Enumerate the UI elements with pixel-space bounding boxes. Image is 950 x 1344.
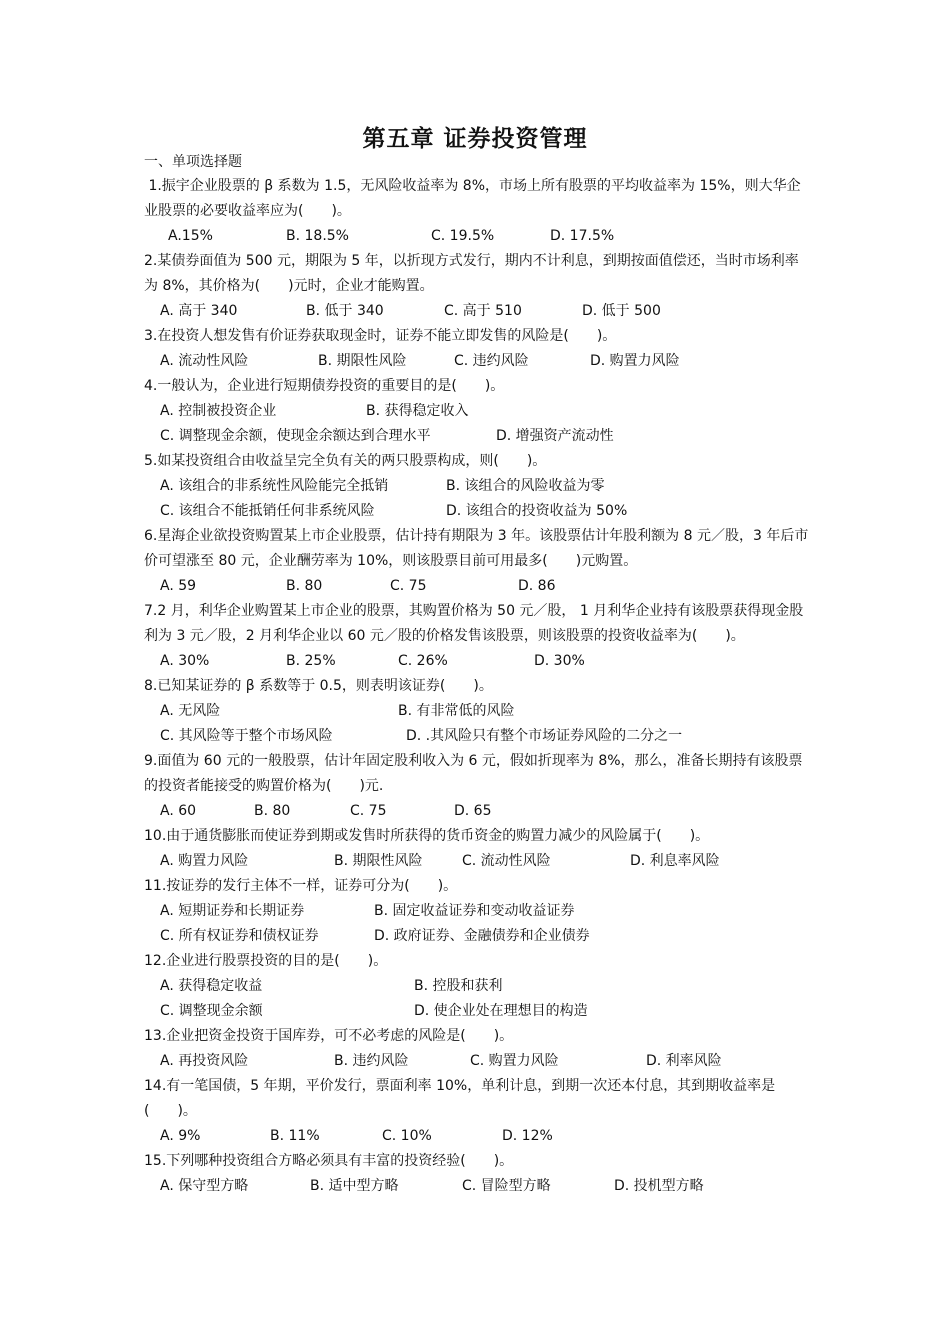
question-stem: 9.面值为 60 元的一般股票，估计年固定股利收入为 6 元，假如折现率为 8%，那么，准备长期持有该股票的投资者能接受的购置价格为( )元. — [144, 753, 803, 794]
question-12 — [144, 949, 812, 1024]
question-3 — [144, 324, 812, 374]
question-list — [144, 174, 812, 1199]
option-row — [144, 499, 812, 524]
option-d: D. 投机型方略 — [614, 1178, 704, 1194]
option-b: B. 获得稳定收入 — [366, 403, 469, 419]
option-a: A. 高于 340 — [160, 303, 238, 319]
question-stem: 7.2 月，利华企业购置某上市企业的股票，其购置价格为 50 元／股， 1 月利华企业持有该股票获得现金股利为 3 元／股，2 月利华企业以 60 元／股的价格发售该股票，则该股票的投资收益率为( )。 — [144, 603, 804, 644]
option-row — [144, 849, 812, 874]
option-d: D. 购置力风险 — [590, 353, 680, 369]
option-c: C. 26% — [398, 653, 448, 669]
option-row — [144, 224, 812, 249]
page-title: 第五章 证券投资管理 — [362, 125, 588, 152]
option-row — [144, 399, 812, 424]
option-d: D. 低于 500 — [582, 303, 661, 319]
question-13 — [144, 1024, 812, 1074]
question-stem: 10.由于通货膨胀而使证券到期或发售时所获得的货币资金的购置力减少的风险属于( )。 — [144, 828, 710, 844]
option-b: B. 80 — [286, 578, 323, 594]
question-9 — [144, 749, 812, 824]
option-row — [144, 474, 812, 499]
option-b: B. 80 — [254, 803, 291, 819]
question-4 — [144, 374, 812, 449]
question-stem: 13.企业把资金投资于国库券，可不必考虑的风险是( )。 — [144, 1028, 514, 1044]
question-stem: 2.某债券面值为 500 元，期限为 5 年，以折现方式发行，期内不计利息，到期按面值偿还，当时市场利率为 8%，其价格为( )元时，企业才能购置。 — [144, 253, 799, 294]
option-d: D. 该组合的投资收益为 50% — [446, 503, 628, 519]
question-stem: 11.按证券的发行主体不一样，证券可分为( )。 — [144, 878, 458, 894]
option-row — [144, 574, 812, 599]
question-6 — [144, 524, 812, 599]
option-b: B. 期限性风险 — [318, 353, 407, 369]
option-row — [144, 649, 812, 674]
option-row — [144, 1049, 812, 1074]
section-heading: 一、单项选择题 — [144, 154, 242, 170]
question-2 — [144, 249, 812, 324]
option-a: A. 9% — [160, 1128, 201, 1144]
option-b: B. 18.5% — [286, 228, 349, 244]
option-d: D. 17.5% — [550, 228, 615, 244]
option-row — [144, 799, 812, 824]
question-stem: 8.已知某证券的 β 系数等于 0.5，则表明该证券( )。 — [144, 678, 493, 694]
option-c: C. 10% — [382, 1128, 432, 1144]
option-b: B. 违约风险 — [334, 1053, 409, 1069]
option-d: D. 利息率风险 — [630, 853, 720, 869]
option-d: D. 30% — [534, 653, 585, 669]
option-b: B. 11% — [270, 1128, 320, 1144]
option-c: C. 流动性风险 — [462, 853, 551, 869]
option-row — [144, 299, 812, 324]
option-b: B. 适中型方略 — [310, 1178, 399, 1194]
option-c: C. 高于 510 — [444, 303, 522, 319]
option-b: B. 低于 340 — [306, 303, 384, 319]
option-c: C. 调整现金余额，使现金余额达到合理水平 — [160, 428, 431, 444]
option-a: A. 购置力风险 — [160, 853, 249, 869]
option-d: D. 65 — [454, 803, 492, 819]
option-c: C. 75 — [390, 578, 427, 594]
option-d: D. 政府证券、金融债券和企业债券 — [374, 928, 590, 944]
option-a: A. 无风险 — [160, 703, 221, 719]
option-b: B. 控股和获利 — [414, 978, 503, 994]
question-stem: 3.在投资人想发售有价证券获取现金时，证券不能立即发售的风险是( )。 — [144, 328, 617, 344]
question-8 — [144, 674, 812, 749]
question-10 — [144, 824, 812, 874]
option-c: C. 购置力风险 — [470, 1053, 559, 1069]
option-a: A. 该组合的非系统性风险能完全抵销 — [160, 478, 389, 494]
option-b: B. 有非常低的风险 — [398, 703, 515, 719]
question-stem: 14.有一笔国债，5 年期，平价发行，票面利率 10%，单利计息，到期一次还本付息，其到期收益率是( )。 — [144, 1078, 776, 1119]
option-row — [144, 724, 812, 749]
option-row — [144, 699, 812, 724]
option-b: B. 固定收益证券和变动收益证券 — [374, 903, 575, 919]
question-11 — [144, 874, 812, 949]
option-row — [144, 999, 812, 1024]
question-7 — [144, 599, 812, 674]
question-stem: 1.振宇企业股票的 β 系数为 1.5，无风险收益率为 8%，市场上所有股票的平均收益率为 15%，则大华企业股票的必要收益率应为( )。 — [144, 178, 801, 219]
question-stem: 4.一般认为，企业进行短期债券投资的重要目的是( )。 — [144, 378, 505, 394]
option-c: C. 调整现金余额 — [160, 1003, 263, 1019]
option-c: C. 该组合不能抵销任何非系统风险 — [160, 503, 375, 519]
question-14 — [144, 1074, 812, 1149]
question-1 — [144, 174, 812, 249]
option-a: A. 保守型方略 — [160, 1178, 249, 1194]
option-c: C. 19.5% — [431, 228, 495, 244]
option-c: C. 所有权证券和债权证券 — [160, 928, 319, 944]
option-d: D. 增强资产流动性 — [496, 428, 614, 444]
option-a: A. 控制被投资企业 — [160, 403, 277, 419]
option-c: C. 冒险型方略 — [462, 1178, 551, 1194]
option-row — [144, 1174, 812, 1199]
question-15 — [144, 1149, 812, 1199]
option-d: D. 12% — [502, 1128, 553, 1144]
option-c: C. 违约风险 — [454, 353, 529, 369]
option-a: A. 60 — [160, 803, 197, 819]
option-a: A. 短期证券和长期证券 — [160, 903, 305, 919]
question-stem: 15.下列哪种投资组合方略必须具有丰富的投资经验( )。 — [144, 1153, 514, 1169]
option-a: A. 流动性风险 — [160, 353, 249, 369]
option-row — [144, 424, 812, 449]
option-d: D. 使企业处在理想目的构造 — [414, 1003, 588, 1019]
question-stem: 6.星海企业欲投资购置某上市企业股票，估计持有期限为 3 年。该股票估计年股利额为 8 元／股，3 年后市价可望涨至 80 元，企业酬劳率为 10%，则该股票目前可用最多( )元购置。 — [144, 528, 809, 569]
option-row — [144, 924, 812, 949]
option-b: B. 该组合的风险收益为零 — [446, 478, 605, 494]
option-row — [144, 974, 812, 999]
option-d: D. 利率风险 — [646, 1053, 722, 1069]
option-b: B. 期限性风险 — [334, 853, 423, 869]
option-c: C. 75 — [350, 803, 387, 819]
option-c: C. 其风险等于整个市场风险 — [160, 728, 333, 744]
question-stem: 5.如某投资组合由收益呈完全负有关的两只股票构成，则( )。 — [144, 453, 547, 469]
question-stem: 12.企业进行股票投资的目的是( )。 — [144, 953, 388, 969]
option-row — [144, 349, 812, 374]
option-a: A. 59 — [160, 578, 197, 594]
option-a: A. 再投资风险 — [160, 1053, 249, 1069]
question-5 — [144, 449, 812, 524]
option-d: D. .其风险只有整个市场证券风险的二分之一 — [406, 728, 683, 744]
option-d: D. 86 — [518, 578, 556, 594]
option-row — [144, 1124, 812, 1149]
option-a: A.15% — [168, 228, 213, 244]
option-row — [144, 899, 812, 924]
option-a: A. 获得稳定收益 — [160, 978, 263, 994]
option-a: A. 30% — [160, 653, 210, 669]
option-b: B. 25% — [286, 653, 336, 669]
